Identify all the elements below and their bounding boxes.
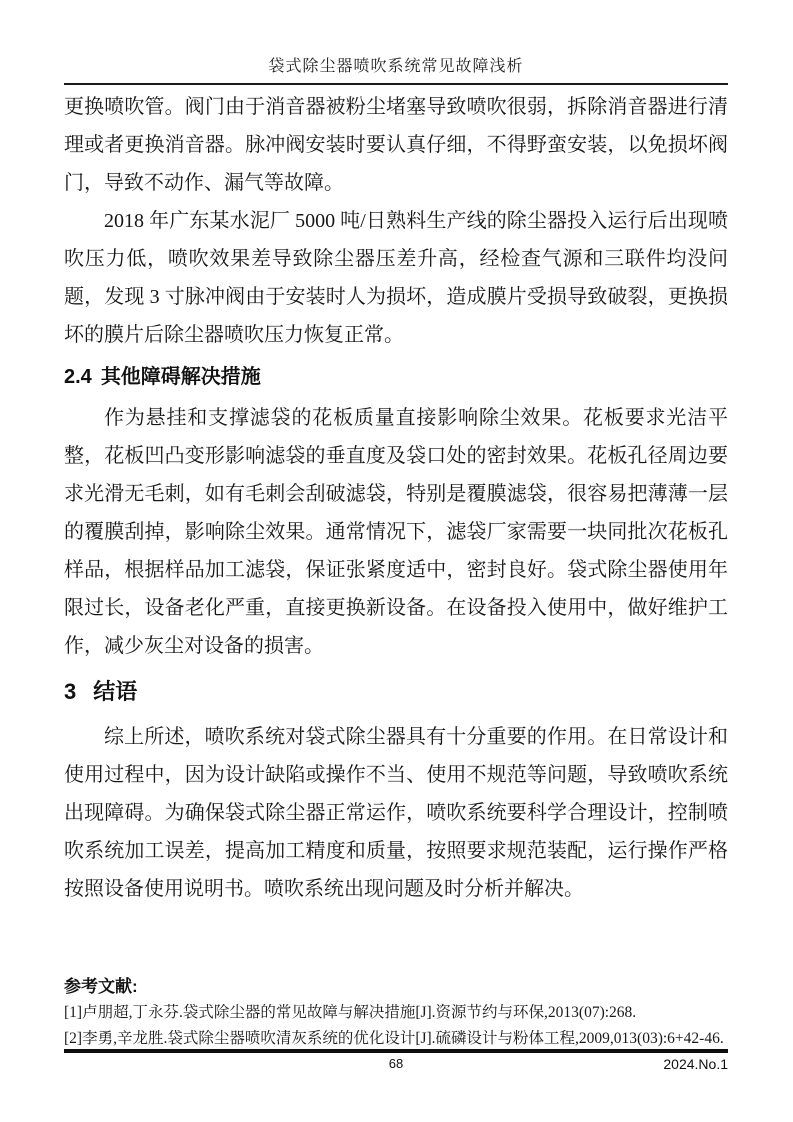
body-paragraph-conclusion: 综上所述，喷吹系统对袋式除尘器具有十分重要的作用。在日常设计和使用过程中，因为设计缺陷或操作不当、使用不规范等问题，导致喷吹系统出现障碍。为确保袋式除尘器正常运作，喷吹系统要科学合理设计，控制喷吹系统加工误差，提高加工精度和质量，按照要求规范装配，运行操作严格按照设备使用说明书。喷吹系统出现问题及时分析并解决。 <box>64 726 728 900</box>
section-number: 3 <box>64 679 77 704</box>
page-number: 68 <box>388 1056 404 1071</box>
section-heading-3 <box>64 674 728 710</box>
body-paragraph-case-study: 2018 年广东某水泥厂 5000 吨/日熟料生产线的除尘器投入运行后出现喷吹压力低，喷吹效果差导致除尘器压差升高，经检查气源和三联件均没问题，发现 3 寸脉冲阀由于安装时人为损坏，造成膜片受损导致破裂，更换损坏的膜片后除尘器喷吹压力恢复正常。 <box>64 210 728 346</box>
body-paragraph-tube-sheet: 作为悬挂和支撑滤袋的花板质量直接影响除尘效果。花板要求光洁平整，花板凹凸变形影响滤袋的垂直度及袋口处的密封效果。花板孔径周边要求光滑无毛刺，如有毛刺会刮破滤袋，特别是覆膜滤袋，很容易把薄薄一层的覆膜刮掉，影响除尘效果。通常情况下，滤袋厂家需要一块同批次花板孔样品，根据样品加工滤袋，保证张紧度适中，密封良好。袋式除尘器使用年限过长，设备老化严重，直接更换新设备。在设备投入使用中，做好维护工作，减少灰尘对设备的损害。 <box>64 407 728 657</box>
running-head-title: 袋式除尘器喷吹系统常见故障浅析 <box>268 58 524 75</box>
references-section <box>64 974 728 1052</box>
page-footer <box>64 1049 728 1078</box>
page-header <box>64 56 728 85</box>
footer-row <box>64 1056 728 1078</box>
section-number: 2.4 <box>64 366 92 388</box>
references-label: 参考文献: <box>64 977 138 996</box>
reference-item: [1]卢朋超,丁永芬.袋式除尘器的常见故障与解决措施[J].资源节约与环保,2013(07):268. <box>64 1004 637 1021</box>
body-paragraph-continued: 更换喷吹管。阀门由于消音器被粉尘堵塞导致喷吹很弱，拆除消音器进行清理或者更换消音器。脉冲阀安装时要认真仔细，不得野蛮安装，以免损坏阀门，导致不动作、漏气等故障。 <box>64 96 728 194</box>
reference-item: [2]李勇,辛龙胜.袋式除尘器喷吹清灰系统的优化设计[J].硫磷设计与粉体工程,2009,013(03):6+42-46. <box>64 1030 724 1047</box>
section-title: 结语 <box>93 679 138 704</box>
header-rule <box>64 83 728 85</box>
footer-rule <box>64 1049 728 1053</box>
issue-label: 2024.No.1 <box>663 1056 728 1072</box>
page-body <box>64 88 728 1052</box>
section-heading-2-4 <box>64 361 728 393</box>
section-title: 其他障碍解决措施 <box>100 366 261 388</box>
